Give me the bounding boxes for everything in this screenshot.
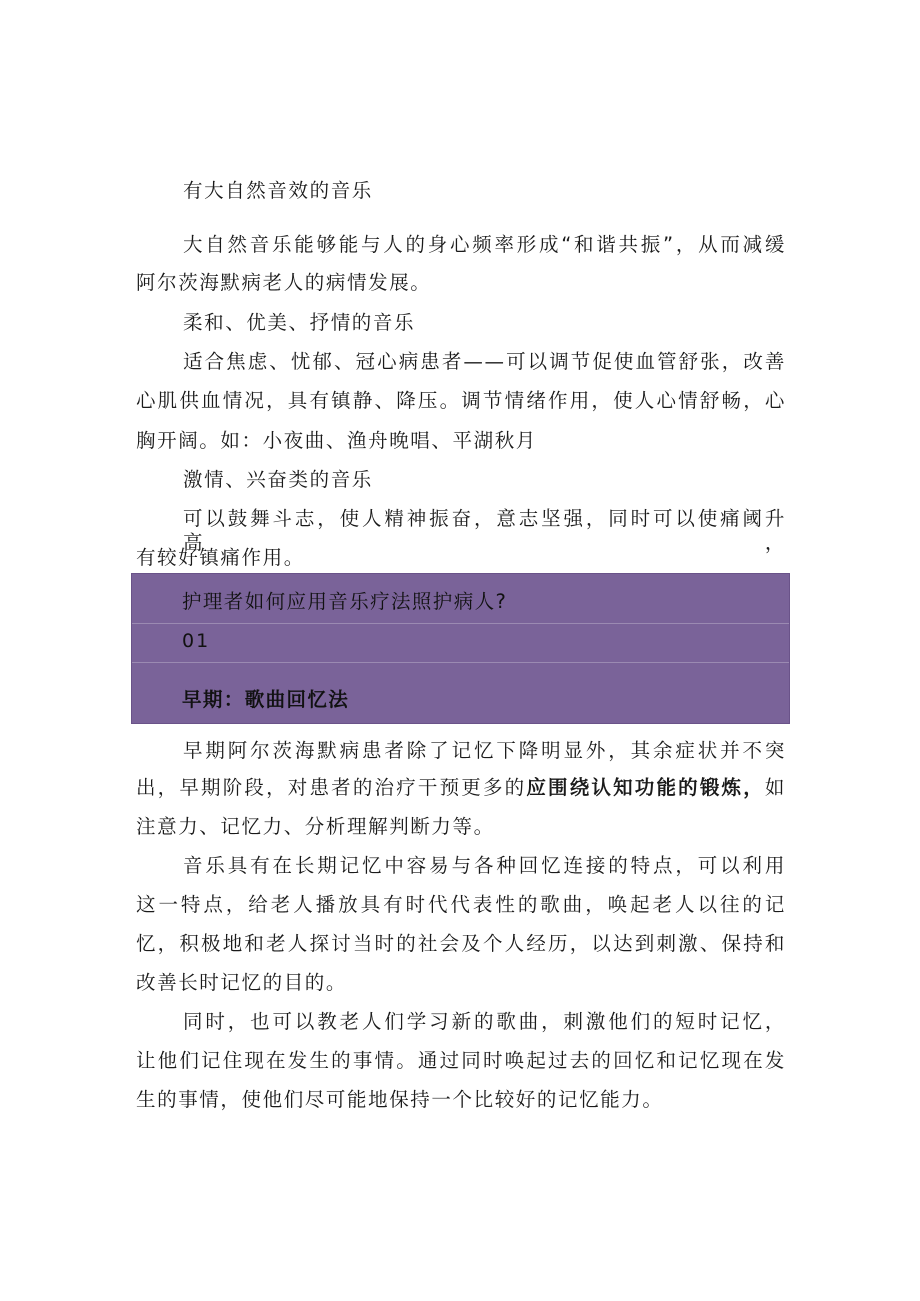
body-line: 适合焦虑、忧郁、冠心病患者——可以调节促使血管舒张，改善 — [183, 350, 786, 373]
body-line: 音乐具有在长期记忆中容易与各种回忆连接的特点，可以利用 — [183, 854, 786, 877]
body-line: 心肌供血情况，具有镇静、降压。调节情绪作用，使人心情舒畅，心 — [136, 389, 786, 412]
body-line: 让他们记住现在发生的事情。通过同时唤起过去的回忆和记忆现在发 — [136, 1049, 786, 1072]
body-line: 改善长时记忆的目的。 — [136, 971, 348, 994]
body-line: 生的事情，使他们尽可能地保持一个比较好的记忆能力。 — [136, 1088, 664, 1111]
emphasis-text: 应围绕认知功能的锻炼， — [526, 776, 765, 799]
banner-question: 护理者如何应用音乐疗法照护病人? — [182, 590, 508, 613]
body-line: 同时，也可以教老人们学习新的歌曲，刺激他们的短时记忆， — [183, 1010, 786, 1033]
body-line: 胸开阔。如：小夜曲、渔舟晚唱、平湖秋月 — [136, 429, 537, 452]
body-line: 注意力、记忆力、分析理解判断力等。 — [136, 815, 495, 838]
banner-divider — [132, 623, 789, 624]
section-heading: 有大自然音效的音乐 — [183, 179, 373, 202]
body-line-mixed — [136, 776, 786, 800]
body-line: 早期阿尔茨海默病患者除了记忆下降明显外，其余症状并不突 — [183, 739, 786, 762]
banner-subtitle: 早期：歌曲回忆法 — [182, 688, 350, 711]
section-banner — [131, 573, 790, 724]
body-line: 忆，积极地和老人探讨当时的社会及个人经历，以达到刺激、保持和 — [136, 932, 786, 955]
section-heading: 柔和、优美、抒情的音乐 — [183, 311, 416, 334]
body-text: 出，早期阶段，对患者的治疗干预更多的 — [136, 776, 527, 799]
banner-divider — [132, 662, 789, 663]
body-line: 有较好镇痛作用。 — [136, 546, 305, 569]
body-line: 大自然音乐能够能与人的身心频率形成“和谐共振”，从而减缓 — [183, 233, 786, 256]
body-line: 可以鼓舞斗志，使人精神振奋，意志坚强，同时可以使痛阈升高， — [183, 507, 786, 554]
body-text: 如 — [764, 776, 786, 799]
body-line: 这一特点，给老人播放具有时代代表性的歌曲，唤起老人以往的记 — [136, 893, 786, 916]
body-line: 阿尔茨海默病老人的病情发展。 — [136, 271, 432, 294]
section-heading: 激情、兴奋类的音乐 — [183, 468, 373, 491]
banner-number: 01 — [182, 630, 211, 652]
